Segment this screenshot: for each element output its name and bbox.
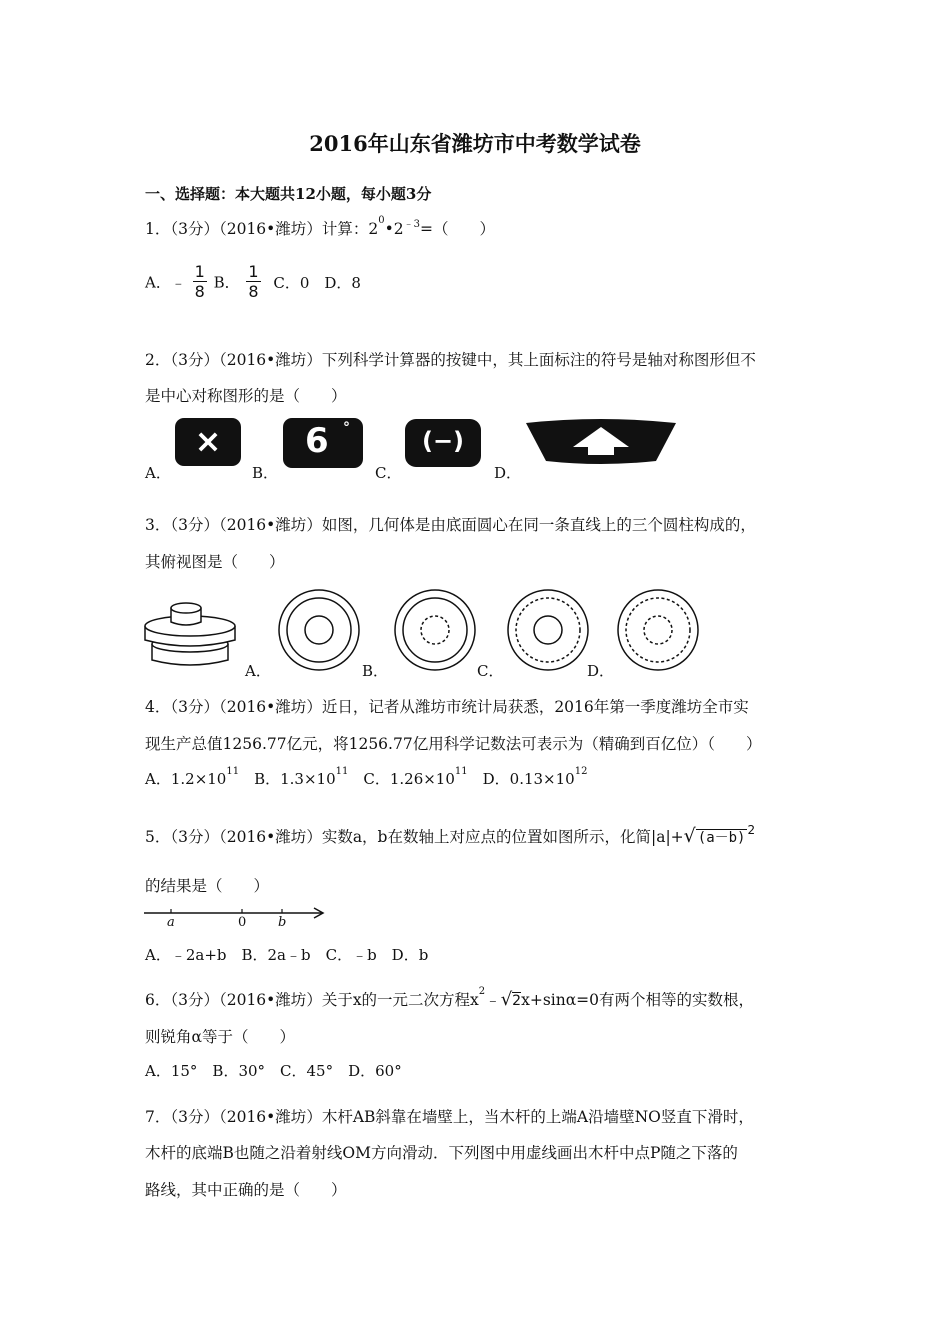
stacked-cylinders-figure [142, 600, 242, 672]
q1-option-b: B． [213, 273, 240, 292]
question-2-line-1: 2．（3分）（2016•潍坊）下列科学计算器的按键中，其上面标注的符号是轴对称图形但不 [145, 351, 756, 369]
q1-mid: •2 [384, 220, 404, 238]
q1-stem-b: =（ ） [419, 220, 495, 238]
q4-option-d-exp: 12 [574, 766, 588, 777]
question-6-line-2: 则锐角α等于（ ） [145, 1028, 295, 1046]
number-line-figure [142, 903, 328, 929]
top-view-option-b [390, 585, 480, 675]
q6-stem-a: 6．（3分）（2016•潍坊）关于x的一元二次方程x [145, 991, 479, 1009]
top-view-option-c [503, 585, 593, 675]
q1-stem-a: 1．（3分）（2016•潍坊）计算：2 [145, 220, 379, 238]
key-negative-glyph: (−) [421, 427, 465, 455]
calculator-key-shift-up-icon [522, 417, 680, 469]
q6-exp: 2 [478, 986, 486, 997]
q5-sqrt-icon: √ [683, 825, 696, 847]
q6-stem-b: ﹣ [485, 991, 501, 1009]
question-5-line-2: 的结果是（ ） [145, 877, 270, 895]
q6-sqrt-icon: √ [500, 989, 513, 1010]
q4-option-c-exp: 11 [454, 766, 468, 777]
q1-fraction-a-den: 8 [194, 282, 205, 301]
key-times-glyph: × [194, 422, 222, 460]
q3-label-d: D． [587, 662, 615, 680]
calculator-key-times-icon [175, 418, 241, 466]
number-line-label-a: a [167, 915, 175, 929]
q2-label-a: A． [145, 464, 171, 482]
page-title: 2016年山东省潍坊市中考数学试卷 [309, 131, 641, 156]
question-2-line-2: 是中心对称图形的是（ ） [145, 387, 347, 405]
q4-option-b-exp: 11 [335, 766, 349, 777]
q4-option-a-exp: 11 [226, 766, 240, 777]
question-7-line-3: 路线，其中正确的是（ ） [145, 1181, 347, 1199]
q4-option-d: D．0.13×10 [467, 770, 575, 788]
section-heading: 一、选择题：本大题共12小题，每小题3分 [145, 185, 432, 203]
question-5-options: A．﹣2a+b B．2a﹣b C．﹣b D．b [145, 946, 429, 964]
q2-label-c: C． [375, 464, 402, 482]
q1-fraction-b-den: 8 [248, 282, 259, 301]
q6-sqrt-radicand: 2 [512, 993, 522, 1009]
top-view-option-d [613, 585, 703, 675]
q5-radicand-exp: 2 [747, 823, 756, 837]
q3-label-a: A． [245, 662, 271, 680]
q1-fraction-b-num: 1 [248, 262, 259, 281]
q1-fraction-a [193, 264, 207, 300]
q4-option-a: A．1.2×10 [145, 770, 227, 788]
question-4-line-1: 4．（3分）（2016•潍坊）近日，记者从潍坊市统计局获悉，2016年第一季度潍坊全市实 [145, 698, 749, 716]
key-degree-glyph: ° [343, 420, 350, 436]
q1-exp1: 0 [378, 215, 385, 226]
q1-fraction-a-num: 1 [194, 262, 205, 281]
number-line-label-0: 0 [238, 915, 247, 929]
key-six-glyph: 6 [305, 421, 329, 461]
question-7-line-1: 7．（3分）（2016•潍坊）木杆AB斜靠在墙壁上，当木杆的上端A沿墙壁NO竖直下滑时， [145, 1108, 754, 1126]
q1-option-cd: C．0 D．8 [273, 273, 361, 292]
q1-option-a: A．﹣ [145, 273, 186, 292]
number-line-label-b: b [278, 915, 287, 929]
calculator-key-six-degree-icon [283, 418, 363, 468]
q3-label-c: C． [477, 662, 504, 680]
calculator-key-negative-icon [405, 419, 481, 467]
q4-option-c: C．1.26×10 [348, 770, 455, 788]
top-view-option-a [274, 585, 364, 675]
q3-label-b: B． [362, 662, 389, 680]
question-6-line-1 [145, 988, 754, 1010]
q2-label-d: D． [494, 464, 522, 482]
question-4-options [145, 768, 587, 789]
question-3-line-2: 其俯视图是（ ） [145, 553, 285, 571]
q1-fraction-b [246, 264, 260, 300]
question-7-line-2: 木杆的底端B也随之沿着射线OM方向滑动．下列图中用虚线画出木杆中点P随之下落的 [145, 1144, 738, 1162]
q1-exp2: ﹣3 [403, 219, 420, 230]
question-1-stem [145, 217, 495, 239]
q5-radicand: (a－b) [697, 830, 746, 846]
question-6-options: A．15° B．30° C．45° D．60° [145, 1062, 402, 1080]
q4-option-b: B．1.3×10 [239, 770, 336, 788]
q5-stem: 5．（3分）（2016•潍坊）实数a，b在数轴上对应点的位置如图所示，化简|a|+ [145, 828, 684, 846]
question-1-options [145, 264, 361, 300]
question-4-line-2: 现生产总值1256.77亿元，将1256.77亿用科学记数法可表示为（精确到百亿位）（ ） [145, 735, 762, 753]
question-3-line-1: 3．（3分）（2016•潍坊）如图，几何体是由底面圆心在同一条直线上的三个圆柱构成的， [145, 516, 756, 534]
q2-label-b: B． [252, 464, 279, 482]
question-5-line-1 [145, 825, 755, 847]
q6-stem-c: x+sinα=0有两个相等的实数根， [521, 991, 755, 1009]
